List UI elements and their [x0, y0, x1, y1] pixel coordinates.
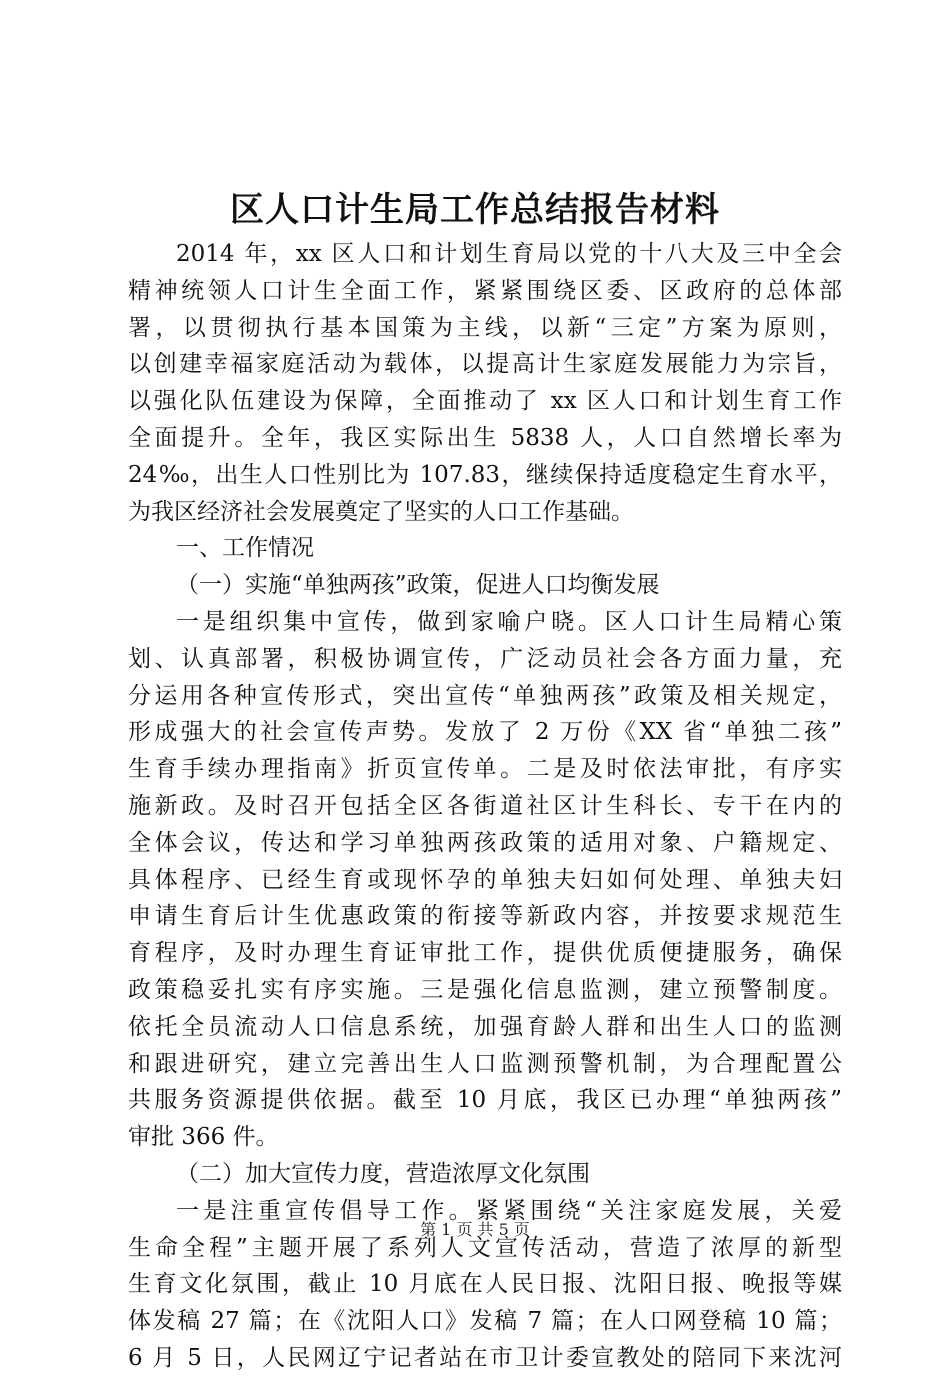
paragraph-line: 为我区经济社会发展奠定了坚实的人口工作基础。	[128, 498, 634, 525]
subsection-heading: （一）实施“单独两孩”政策，促进人口均衡发展	[176, 572, 660, 599]
paragraph-line: 分运用各种宣传形式，突出宣传“单独两孩”政策及相关规定，	[128, 682, 842, 709]
paragraph-line: 以强化队伍建设为保障，全面推动了 xx 区人口和计划生育工作	[128, 388, 842, 415]
subsection-heading: （二）加大宣传力度，营造浓厚文化氛围	[176, 1160, 590, 1187]
paragraph-line: 施新政。及时召开包括全区各街道社区计生科长、专干在内的	[128, 792, 842, 819]
paragraph-line: 审批 366 件。	[128, 1124, 279, 1151]
paragraph-line: 共服务资源提供依据。截至 10 月底，我区已办理“单独两孩”	[128, 1087, 842, 1114]
document-body	[128, 236, 842, 1377]
paragraph-line: 体发稿 27 篇；在《沈阳人口》发稿 7 篇；在人口网登稿 10 篇；	[128, 1308, 842, 1335]
paragraph-line: 生育手续办理指南》折页宣传单。二是及时依法审批，有序实	[128, 756, 842, 783]
document-title: 区人口计生局工作总结报告材料	[230, 190, 720, 230]
paragraph-line: 生命全程”主题开展了系列人文宣传活动，营造了浓厚的新型	[128, 1234, 842, 1261]
paragraph-line: 育程序，及时办理生育证审批工作，提供优质便捷服务，确保	[128, 940, 842, 967]
paragraph-line: 一是注重宣传倡导工作。紧紧围绕“关注家庭发展，关爱	[176, 1197, 842, 1224]
paragraph-line: 一是组织集中宣传，做到家喻户晓。区人口计生局精心策	[176, 608, 842, 635]
paragraph-line: 6 月 5 日，人民网辽宁记者站在市卫计委宣教处的陪同下来沈河	[128, 1344, 842, 1371]
paragraph-line: 划、认真部署，积极协调宣传，广泛动员社会各方面力量，充	[128, 645, 842, 672]
paragraph-line: 具体程序、已经生育或现怀孕的单独夫妇如何处理、单独夫妇	[128, 866, 842, 893]
paragraph-line: 2014 年，xx 区人口和计划生育局以党的十八大及三中全会	[176, 241, 842, 267]
paragraph-line: 政策稳妥扎实有序实施。三是强化信息监测，建立预警制度。	[128, 976, 842, 1003]
paragraph-line: 以创建幸福家庭活动为载体，以提高计生家庭发展能力为宗旨，	[128, 351, 842, 378]
paragraph-line: 精神统领人口计生全面工作，紧紧围绕区委、区政府的总体部	[128, 277, 842, 304]
paragraph-line: 形成强大的社会宣传声势。发放了 2 万份《XX 省“单独二孩”	[128, 719, 842, 746]
page-footer: 第 1 页 共 5 页	[420, 1220, 530, 1239]
paragraph-line: 申请生育后计生优惠政策的衔接等新政内容，并按要求规范生	[128, 903, 842, 930]
paragraph-line: 全体会议，传达和学习单独两孩政策的适用对象、户籍规定、	[128, 829, 842, 856]
paragraph-line: 24‰，出生人口性别比为 107.83，继续保持适度稳定生育水平，	[128, 461, 842, 488]
paragraph-line: 署，以贯彻执行基本国策为主线，以新“三定”方案为原则，	[128, 314, 842, 341]
paragraph-line: 和跟进研究，建立完善出生人口监测预警机制，为合理配置公	[128, 1050, 842, 1077]
paragraph-line: 全面提升。全年，我区实际出生 5838 人，人口自然增长率为	[128, 424, 842, 451]
paragraph-line: 生育文化氛围，截止 10 月底在人民日报、沈阳日报、晚报等媒	[128, 1271, 842, 1298]
section-heading: 一、工作情况	[176, 535, 314, 562]
paragraph-line: 依托全员流动人口信息系统，加强育龄人群和出生人口的监测	[128, 1013, 842, 1040]
